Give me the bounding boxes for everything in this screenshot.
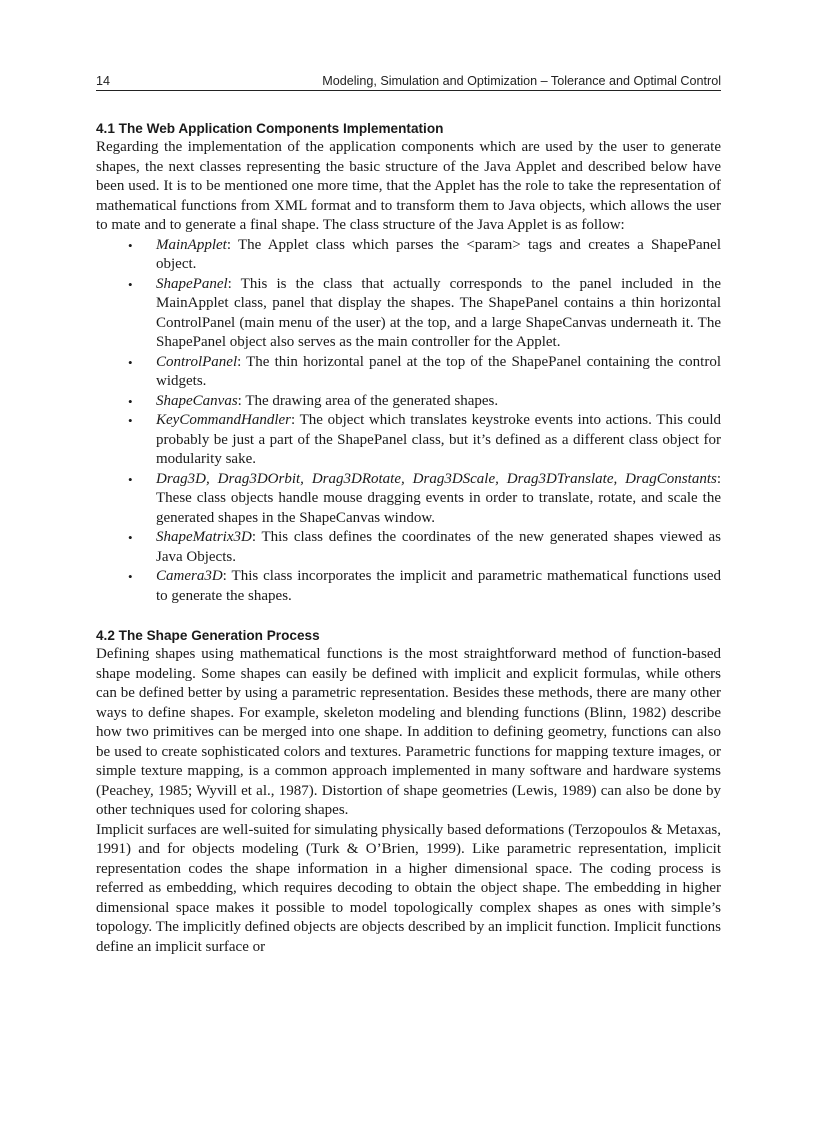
class-description: : This is the class that actually corresponds to the panel included in the MainApplet class, panel that display the shapes. The ShapePanel contains a thin horizontal ControlPanel (main menu of the user) at the top, and a large ShapeCanvas underneath it. The ShapePanel object also serves as the main controller for the Applet. — [156, 275, 721, 350]
class-name: MainApplet — [156, 236, 227, 253]
bullet-icon: • — [128, 237, 133, 253]
class-description: : The drawing area of the generated shapes. — [237, 392, 499, 409]
class-name: ShapePanel — [156, 275, 228, 292]
bullet-icon: • — [128, 393, 133, 409]
section-4-2-paragraph: Implicit surfaces are well-suited for simulating physically based deformations (Terzopoulos & Metaxas, 1991) and for objects modeling (Turk & O’Brien, 1999). Like parametric representation, implicit representation codes the shape information in a higher dimensional space. The coding process is referred as embedding, which requires decoding to obtain the object shape. The embedding in higher dimensional space makes it possible to model topologically complex shapes as ones with simple’s topology. The implicitly defined objects are objects described by an implicit function. Implicit functions define an implicit surface or — [96, 821, 721, 955]
list-item — [96, 567, 721, 606]
class-description: : The Applet class which parses the <param> tags and creates a ShapePanel object. — [156, 236, 721, 272]
running-title: Modeling, Simulation and Optimization – Tolerance and Optimal Control — [322, 74, 721, 88]
list-item — [96, 353, 721, 392]
class-description: : The object which translates keystroke events into actions. This could probably be just a part of the ShapePanel class, but it’s defined as a different class object for modularity sake. — [156, 412, 721, 467]
bullet-icon: • — [128, 276, 133, 292]
bullet-icon: • — [128, 354, 133, 370]
list-item — [96, 275, 721, 353]
bullet-icon: • — [128, 530, 133, 545]
list-item — [96, 236, 721, 275]
list-item — [96, 392, 721, 412]
class-structure-list — [96, 236, 721, 607]
section-4-2-paragraph: Defining shapes using mathematical functions is the most straightforward method of function-based shape modeling. Some shapes can easily be defined with implicit and explicit formulas, while others can be defined better by using a parametric representation. Besides these methods, there are many other ways to define shapes. For example, skeleton modeling and blending functions (Blinn, 1982) describe how two primitives can be merged into one shape. In addition to defining geometry, functions can also be used to create sophisticated colors and textures. Parametric functions for mapping texture images, or simple texture mapping, is a common approach implemented in many software and hardware systems (Peachey, 1985; Wyvill et al., 1987). Distortion of shape geometries (Lewis, 1989) can also be done by other techniques used for coloring shapes. — [96, 646, 721, 818]
bullet-icon: • — [128, 413, 133, 428]
bullet-icon: • — [128, 471, 133, 487]
class-name: ShapeCanvas — [156, 392, 238, 409]
list-item — [96, 411, 721, 470]
running-header — [96, 70, 721, 91]
class-description: : This class incorporates the implicit and parametric mathematical functions used to generate the shapes. — [156, 568, 721, 604]
class-description: : These class objects handle mouse dragging events in order to translate, rotate, and scale the generated shapes in the ShapeCanvas window. — [156, 470, 721, 526]
class-name: ShapeMatrix3D — [156, 529, 252, 545]
class-name: Drag3D, Drag3DOrbit, Drag3DRotate, Drag3DScale, Drag3DTranslate, DragConstants — [156, 470, 717, 487]
class-description: : The thin horizontal panel at the top of the ShapePanel containing the control widgets. — [156, 353, 721, 389]
class-name: Camera3D — [156, 568, 223, 584]
bullet-icon: • — [128, 569, 133, 584]
class-name: KeyCommandHandler — [156, 412, 291, 428]
class-description: : This class defines the coordinates of the new generated shapes viewed as Java Objects. — [156, 529, 721, 565]
list-item — [96, 528, 721, 567]
page-number: 14 — [96, 74, 111, 88]
class-name: ControlPanel — [156, 353, 238, 370]
section-heading-4-1: 4.1 The Web Application Components Implementation — [96, 121, 444, 136]
section-4-1-intro: Regarding the implementation of the application components which are used by the user to generate shapes, the next classes representing the basic structure of the Java Applet and described below have been used. It is to be mentioned one more time, that the Applet has the role to take the representation of mathematical functions from XML format and to transform them to Java objects, which allows the user to mate and to generate a final shape. The class structure of the Java Applet is as follow: — [96, 139, 721, 233]
list-item — [96, 470, 721, 529]
section-heading-4-2: 4.2 The Shape Generation Process — [96, 628, 320, 643]
document-page — [96, 70, 721, 957]
